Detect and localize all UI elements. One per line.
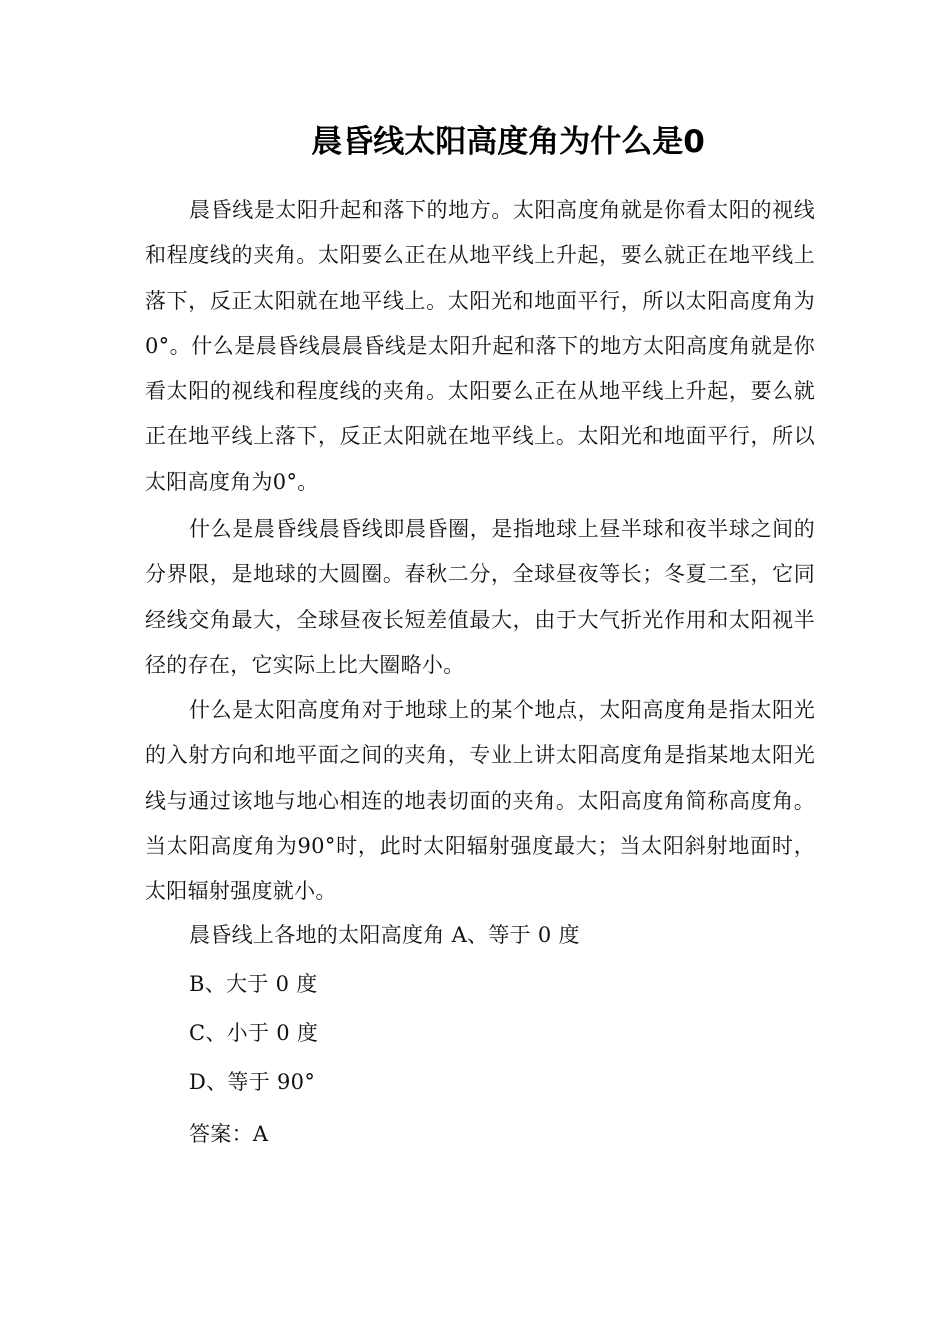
paragraph-intro: 晨昏线是太阳升起和落下的地方。太阳高度角就是你看太阳的视线和程度线的夹角。太阳要么正在从地平线上升起，要么就正在地平线上落下，反正太阳就在地平线上。太阳光和地面平行，所以太阳高度角为0°。什么是晨昏线晨晨昏线是太阳升起和落下的地方太阳高度角就是你看太阳的视线和程度线的夹角。太阳要么正在从地平线上升起，要么就正在地平线上落下，反正太阳就在地平线上。太阳光和地面平行，所以太阳高度角为0°。 [145, 198, 815, 494]
paragraph-solar-altitude-definition: 什么是太阳高度角对于地球上的某个地点，太阳高度角是指太阳光的入射方向和地平面之间的夹角，专业上讲太阳高度角是指某地太阳光线与通过该地与地心相连的地表切面的夹角。太阳高度角简称高度角。当太阳高度角为90°时，此时太阳辐射强度最大；当太阳斜射地面时，太阳辐射强度就小。 [145, 698, 815, 904]
question-stem: 晨昏线上各地的太阳高度角 A、等于 0 度 [189, 923, 580, 947]
option-b: B、大于 0 度 [189, 972, 318, 996]
option-c: C、小于 0 度 [189, 1021, 319, 1045]
page-title: 晨昏线太阳高度角为什么是0 [311, 124, 705, 160]
option-d: D、等于 90° [189, 1070, 316, 1094]
paragraph-terminator-definition: 什么是晨昏线晨昏线即晨昏圈，是指地球上昼半球和夜半球之间的分界限，是地球的大圆圈。春秋二分，全球昼夜等长；冬夏二至，它同经线交角最大，全球昼夜长短差值最大，由于大气折光作用和太阳视半径的存在，它实际上比大圈略小。 [145, 517, 815, 677]
answer-line: 答案：A [189, 1122, 269, 1146]
